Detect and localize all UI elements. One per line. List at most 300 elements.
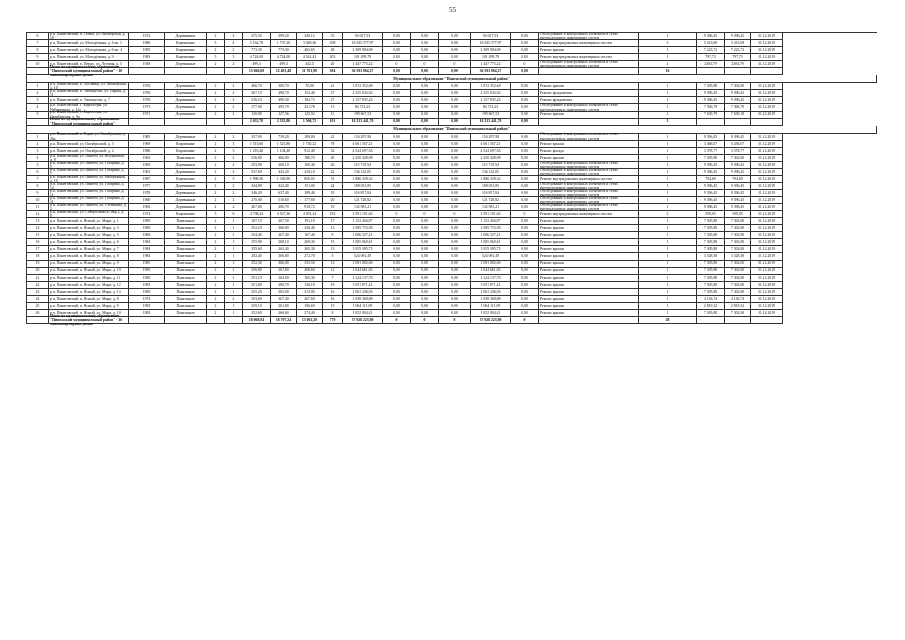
table-cell: 1963 — [129, 204, 165, 211]
table-cell: 2 — [207, 134, 225, 141]
table-cell: 127,56 — [271, 112, 297, 119]
table-cell: 2 309 984,08 — [343, 47, 383, 54]
table-cell: 2304,79 — [725, 61, 751, 68]
table-cell: 1 052 004,41 — [343, 310, 383, 317]
table-cell: 1986 — [129, 148, 165, 155]
table-cell: 189,00 — [297, 134, 323, 141]
table-cell — [225, 317, 243, 324]
table-cell: 272,70 — [297, 253, 323, 260]
table-cell: 340,12 — [297, 33, 323, 40]
table-cell: 12 491,48 — [271, 68, 297, 75]
table-cell: Ремонт внутридомовых инженерных систем — [539, 211, 639, 218]
table-cell: 0,00 — [411, 54, 439, 61]
table-cell: 0,00 — [511, 83, 539, 90]
table-cell: 2 — [207, 268, 225, 275]
table-cell: 267,40 — [271, 232, 297, 239]
table-cell: Ремонт крыши — [539, 155, 639, 162]
table-cell: 0,00 — [511, 253, 539, 260]
table-cell — [697, 119, 725, 126]
table-cell: 354,40 — [243, 232, 271, 239]
table-cell: 2 — [225, 162, 243, 169]
table-cell: 2 819,32 — [697, 303, 725, 310]
table-cell: Ремонт крыши — [539, 282, 639, 289]
table-cell: 2 — [207, 155, 225, 162]
table-cell: 31.12.2019 — [751, 289, 783, 296]
table-cell: 0,00 — [411, 232, 439, 239]
table-cell: 7 305,88 — [697, 239, 725, 246]
table-cell: Панельные — [165, 155, 207, 162]
table-cell: 797,73 — [697, 54, 725, 61]
table-cell: 0,00 — [511, 155, 539, 162]
table-cell: 475,50 — [243, 33, 271, 40]
table-cell: Ремонт крыши — [539, 112, 639, 119]
table-cell: 0 — [411, 211, 439, 218]
table-cell: 0,00 — [439, 289, 471, 296]
table-cell: Ремонт крыши — [539, 296, 639, 303]
table-cell: 0,00 — [439, 261, 471, 268]
table-cell: 2 — [207, 104, 225, 111]
table-cell: 0,00 — [383, 33, 411, 40]
table-cell: Ремонт крыши — [539, 218, 639, 225]
table-row — [27, 211, 877, 218]
table-cell: 196,60 — [297, 303, 323, 310]
table-cell: Кирпичные — [165, 40, 207, 47]
table-cell: 16 313 441,70 — [471, 119, 511, 126]
table-cell: 1 — [225, 232, 243, 239]
table-cell: 1 — [639, 183, 697, 190]
table-cell: Обследование в контрольных элементов и сетях внутридомовых инженерных систем — [539, 104, 639, 111]
table-cell: 9 396,45 — [725, 183, 751, 190]
table-cell: 1 — [225, 282, 243, 289]
table-cell: 1 — [225, 225, 243, 232]
table-cell: 31.12.2019 — [751, 246, 783, 253]
table-cell: 48 — [323, 47, 343, 54]
table-cell: Панельные — [165, 303, 207, 310]
section-title: Муниципальное образование "Пинежский муниципальный район" — [27, 126, 877, 134]
table-cell: 4 524 697,56 — [471, 148, 511, 155]
table-cell: 108 031,85 — [343, 183, 383, 190]
table-cell: 7 306,79 — [725, 104, 751, 111]
table-cell: 7 302,00 — [725, 239, 751, 246]
table-cell: 367,40 — [271, 296, 297, 303]
table-cell: р.п. Пинеговский, ул. Пинеги, ул. Гагарина, д. 11 — [49, 197, 129, 204]
table-row — [27, 169, 877, 176]
table-cell: 0,00 — [511, 112, 539, 119]
table-cell: 0,00 — [511, 204, 539, 211]
table-cell: 13 — [27, 218, 49, 225]
table-cell: 0,00 — [383, 83, 411, 90]
table-cell: 1 — [639, 282, 697, 289]
table-cell: 2 157 835,24 — [471, 97, 511, 104]
table-cell — [697, 68, 725, 75]
table-cell: 0 — [383, 61, 411, 68]
table-row — [27, 148, 877, 155]
table-cell: 2 — [207, 218, 225, 225]
table-cell: 1 — [639, 261, 697, 268]
table-cell: 1 061 236,94 — [343, 289, 383, 296]
table-cell: Ремонт фасада — [539, 148, 639, 155]
table-cell: 0,00 — [383, 104, 411, 111]
table-cell: 43,178 — [297, 104, 323, 111]
table-cell: 0,00 — [411, 112, 439, 119]
table-cell: р.п. Пинеговский, с. Карпогоры, ул. Октябрьская, д. 9а — [49, 112, 129, 119]
table-cell: 490,30 — [271, 97, 297, 104]
table-cell: 1 006 527,21 — [471, 232, 511, 239]
table-cell: Ремонт крыши — [539, 253, 639, 260]
table-cell: 377,00 — [243, 104, 271, 111]
table-cell: Обследование в контрольных элементов и сетях внутридомовых инженерных систем — [539, 169, 639, 176]
table-cell: 22 — [323, 134, 343, 141]
table-cell: 1985 — [129, 225, 165, 232]
table-cell: 410,10 — [297, 169, 323, 176]
table-cell: Панельные — [165, 268, 207, 275]
table-cell: 0,00 — [411, 204, 439, 211]
table-cell: 8 — [323, 232, 343, 239]
table-row — [27, 303, 877, 310]
table-cell: 1976 — [129, 90, 165, 97]
table-cell: р.п. Пинеговский, ул. Молодёжная, д. 4 кв. 1 — [49, 40, 129, 47]
table-row — [27, 33, 877, 40]
table-cell: 16 945 577,97 — [343, 40, 383, 47]
table-cell: 7 302,00 — [725, 83, 751, 90]
table-cell: 0,00 — [411, 141, 439, 148]
table-cell: 912,40 — [297, 148, 323, 155]
table-cell: р.п. Пинеговский, п. Горка, ул. Октябрьская, д. 26а — [49, 134, 129, 141]
table-cell: р.п. Пинеговский, ул. Октябрьской, д. 5 — [49, 141, 129, 148]
table-cell: 4 527,36 — [271, 211, 297, 218]
table-cell: 18 — [27, 253, 49, 260]
table-cell: Ремонт крыши — [539, 225, 639, 232]
table-cell: Панельные — [165, 246, 207, 253]
table-cell: 0,00 — [383, 148, 411, 155]
table-cell: 31.12.2019 — [751, 225, 783, 232]
table-cell: Панельные — [165, 261, 207, 268]
table-cell: р.п. Пинеговский, п. Ясный, ул. Мира, д. 9 — [49, 303, 129, 310]
table-cell: 0,00 — [411, 162, 439, 169]
table-cell: 1 — [225, 246, 243, 253]
table-cell: 2 — [225, 134, 243, 141]
table-cell: 182,72 — [297, 97, 323, 104]
table-cell: 4 136,74 — [697, 296, 725, 303]
table-cell: 0,00 — [411, 97, 439, 104]
table-cell: 599,05 — [725, 211, 751, 218]
table-cell: Деревянные — [165, 134, 207, 141]
table-cell: 1976 — [129, 83, 165, 90]
table-cell: 0,00 — [383, 268, 411, 275]
table-cell: 7 305,88 — [697, 282, 725, 289]
table-cell: Панельные — [165, 218, 207, 225]
table-row — [27, 239, 877, 246]
table-cell: 1 — [639, 268, 697, 275]
table-cell: Ремонт крыши — [539, 268, 639, 275]
table-cell: 136 123,05 — [343, 169, 383, 176]
table-cell: 12 — [27, 211, 49, 218]
table-cell: 2 — [207, 253, 225, 260]
table-cell: р.п. Пинеговский, ул. Пинеги, ул. Набережная, д. 19 — [49, 176, 129, 183]
table-cell: 0,00 — [439, 119, 471, 126]
table-cell: 0,00 — [383, 119, 411, 126]
table-cell: 2 — [639, 61, 697, 68]
table-cell: 17 — [27, 246, 49, 253]
table-cell: 7 305,88 — [697, 155, 725, 162]
table-cell: 443,20 — [271, 169, 297, 176]
table-cell — [27, 68, 49, 75]
table-cell: 24 — [27, 296, 49, 303]
table-cell: Деревянные — [165, 190, 207, 197]
table-cell: 366,00 — [271, 225, 297, 232]
table-cell: р.п. Пинеговский, п. Ясный, ул. Мира, д. 3 — [49, 225, 129, 232]
table-cell: 352,30 — [243, 261, 271, 268]
table-cell: р.п. Пинеговский, п. Осина, ул. Пионерская, д. 10 — [49, 33, 129, 40]
table-cell: 202,40 — [243, 253, 271, 260]
table-cell: 0,00 — [411, 40, 439, 47]
table-cell: 0,00 — [511, 97, 539, 104]
table-cell: 1 886 339,32 — [471, 176, 511, 183]
table-cell: 199 667,53 — [343, 112, 383, 119]
table-cell: Кирпичные — [165, 176, 207, 183]
table-cell: 0,00 — [411, 183, 439, 190]
table-cell: 1 044 661,82 — [343, 268, 383, 275]
table-cell: 0,00 — [411, 119, 439, 126]
table-cell: 1 — [639, 47, 697, 54]
table-cell: 2 157 835,24 — [343, 97, 383, 104]
table-cell: 35 — [323, 33, 343, 40]
table-cell: 1 — [225, 303, 243, 310]
table-cell — [207, 119, 225, 126]
table-cell: 2 — [207, 303, 225, 310]
table-cell: 0,00 — [411, 253, 439, 260]
table-cell: 1 — [225, 253, 243, 260]
table-cell: 2 — [207, 232, 225, 239]
table-cell: 1 — [225, 275, 243, 282]
table-cell: 1 052 004,41 — [471, 310, 511, 317]
table-cell: 524 081,49 — [343, 253, 383, 260]
table-cell: 108 — [323, 40, 343, 47]
table-cell: 0,00 — [511, 268, 539, 275]
table-cell: 1 — [225, 239, 243, 246]
table-cell: Ремонт внутридомовых инженерных систем — [539, 176, 639, 183]
table-cell: 267,60 — [271, 268, 297, 275]
table-cell: 499,3 — [271, 61, 297, 68]
table-cell: 1 — [639, 134, 697, 141]
table-cell: 31.12.2019 — [751, 47, 783, 54]
table-cell: 2 — [207, 112, 225, 119]
table-cell: 918,72 — [297, 204, 323, 211]
table-cell: 1 124 137,70 — [471, 275, 511, 282]
table-cell: 31.12.2019 — [751, 155, 783, 162]
table-cell: 536,10 — [243, 97, 271, 104]
table-cell: 1 064 111,09 — [471, 303, 511, 310]
table-cell: 346,20 — [243, 190, 271, 197]
table-cell: 0,00 — [439, 169, 471, 176]
table-cell: 21 — [27, 275, 49, 282]
table-cell: 0,00 — [383, 134, 411, 141]
table-cell: 7 223,72 — [725, 47, 751, 54]
table-cell: 12 — [323, 268, 343, 275]
table-cell: 31.12.2019 — [751, 204, 783, 211]
table-cell: 9 396,45 — [697, 97, 725, 104]
table-cell: р.п. Пинеговский, ул. Молодёжная, д. 6 кв. 4 — [49, 47, 129, 54]
table-cell: р.п. Пинеговский, ул. Пинеги, ул. Гагарина, д. 7 — [49, 169, 129, 176]
table-cell: 0,00 — [383, 253, 411, 260]
table-cell: 0,00 — [383, 68, 411, 75]
table-cell: 0,00 — [411, 68, 439, 75]
table-cell: 167,40 — [297, 232, 323, 239]
table-cell: 0,00 — [439, 282, 471, 289]
table-cell: р.п. Пинеговский, п. Пердо, ул. Луговая, д. 5 — [49, 61, 129, 68]
table-cell: 78 — [323, 141, 343, 148]
table-row — [27, 90, 877, 97]
table-cell: 1 — [27, 83, 49, 90]
table-row — [27, 282, 877, 289]
table-cell: 0,00 — [511, 261, 539, 268]
table-cell: 36 593 864,27 — [471, 68, 511, 75]
table-cell: 31.12.2019 — [751, 169, 783, 176]
table-cell: 2 — [207, 141, 225, 148]
table-cell: 4 — [27, 155, 49, 162]
table-cell: Деревянные — [165, 33, 207, 40]
table-cell: 739,20 — [271, 134, 297, 141]
table-cell: 0 — [383, 211, 411, 218]
table-cell: 1985 — [129, 289, 165, 296]
table-cell: 3 — [225, 141, 243, 148]
table-cell: 466,00 — [271, 155, 297, 162]
table-cell — [165, 68, 207, 75]
table-cell: 0,00 — [439, 141, 471, 148]
table-cell: 0,00 — [511, 197, 539, 204]
table-cell: 9 396,45 — [725, 90, 751, 97]
table-row — [27, 155, 877, 162]
table-cell: 0,00 — [511, 296, 539, 303]
table-cell: 0,00 — [383, 54, 411, 61]
table-cell: Деревянные — [165, 204, 207, 211]
table-cell: 84 731,23 — [343, 104, 383, 111]
table-cell: 1973 — [129, 104, 165, 111]
table-cell: 10 — [27, 61, 49, 68]
table-cell: 31.12.2019 — [751, 296, 783, 303]
table-cell: 31.12.2019 — [751, 183, 783, 190]
table-cell: 7 305,88 — [697, 218, 725, 225]
table-cell: 2 533,80 — [271, 119, 297, 126]
table-cell: 27 — [323, 90, 343, 97]
table-cell: 3 468,07 — [697, 141, 725, 148]
table-cell: 0,00 — [439, 225, 471, 232]
table-cell: 4 724,00 — [271, 54, 297, 61]
table-cell: 9 396,45 — [697, 33, 725, 40]
table-cell — [27, 119, 49, 126]
table-cell: 9 396,45 — [725, 162, 751, 169]
table-cell: 1 515,60 — [243, 141, 271, 148]
table-cell: 1 — [225, 268, 243, 275]
table-cell: 1 998,50 — [243, 176, 271, 183]
table-cell: 125,92 — [297, 112, 323, 119]
table-cell: 0,00 — [511, 162, 539, 169]
table-cell: Обследование в контрольных элементов и сетях внутридомовых инженерных систем — [539, 134, 639, 141]
table-cell: Деревянные — [165, 97, 207, 104]
table-cell: 1985 — [129, 275, 165, 282]
table-cell: 1 — [639, 303, 697, 310]
table-cell: 1 044 661,82 — [471, 268, 511, 275]
table-cell: Кирпичные — [165, 54, 207, 61]
table-row — [27, 47, 877, 54]
table-cell: 0,00 — [511, 232, 539, 239]
table-cell: 0,00 — [439, 218, 471, 225]
table-cell: 2 — [207, 204, 225, 211]
table-cell: 0,00 — [383, 190, 411, 197]
table-cell: 300,70 — [271, 83, 297, 90]
table-cell: 15 — [27, 232, 49, 239]
table-cell: 4 724,00 — [243, 54, 271, 61]
table-cell: 121 720,82 — [471, 197, 511, 204]
table-cell: 0,00 — [511, 218, 539, 225]
table-cell: 31.12.2019 — [751, 253, 783, 260]
table-cell: 9 396,45 — [725, 134, 751, 141]
table-cell: 0,00 — [383, 246, 411, 253]
table-cell: 1972 — [129, 33, 165, 40]
table-cell: 31.12.2019 — [751, 104, 783, 111]
table-cell: р.п. Пинеговский, ул. Пинеги, ул. Ягодинская, д. 9 — [49, 155, 129, 162]
table-cell: 4 136,74 — [725, 296, 751, 303]
table-cell: 136 123,05 — [471, 169, 511, 176]
table-cell: 31.12.2019 — [751, 261, 783, 268]
table-cell: 2 — [207, 225, 225, 232]
table-cell: 189,40 — [297, 190, 323, 197]
table-cell: 22 — [323, 169, 343, 176]
table-cell: 0,00 — [383, 169, 411, 176]
table-cell: 70,00 — [297, 83, 323, 90]
table-cell: 1986 — [129, 40, 165, 47]
table-cell: 31.12.2019 — [751, 282, 783, 289]
table-cell: 9 396,45 — [697, 162, 725, 169]
table-cell: Деревянные — [165, 162, 207, 169]
table-cell: р.п. Пинеговский, п. Ясный, ул. Мира, д. 10 — [49, 268, 129, 275]
table-cell: 504 — [323, 68, 343, 75]
table-cell: Ремонт внутридомовых инженерных систем — [539, 54, 639, 61]
table-cell: 1 — [639, 190, 697, 197]
table-cell: 1969 — [129, 141, 165, 148]
table-cell: 268,60 — [297, 268, 323, 275]
table-cell: Панельные — [165, 310, 207, 317]
table-cell: 7 302,00 — [725, 246, 751, 253]
table-cell: Панельные — [165, 289, 207, 296]
table-cell: 0,00 — [511, 225, 539, 232]
table-cell: 0 — [411, 61, 439, 68]
table-cell: 2 — [225, 47, 243, 54]
table-cell: 6 — [27, 33, 49, 40]
table-cell: 3 378,77 — [725, 148, 751, 155]
table-cell: Деревянные — [165, 112, 207, 119]
table-cell: 5 — [323, 253, 343, 260]
table-cell: 1 523,80 — [271, 141, 297, 148]
table-cell: 31.12.2019 — [751, 112, 783, 119]
table-cell: 0,00 — [383, 296, 411, 303]
table-cell: 0,00 — [411, 176, 439, 183]
table-cell: 108 031,85 — [471, 183, 511, 190]
table-cell: Ремонт крыши — [539, 232, 639, 239]
table-cell: 2 — [207, 289, 225, 296]
table-cell: 0,00 — [511, 282, 539, 289]
table-cell: 1 447 775,22 — [343, 61, 383, 68]
table-cell: Ремонт крыши — [539, 47, 639, 54]
table-cell: 0,00 — [511, 54, 539, 61]
table-cell: 1 055 395,73 — [471, 246, 511, 253]
table-cell: 2 — [225, 112, 243, 119]
table-cell: 0,00 — [511, 47, 539, 54]
table-cell: 0,00 — [511, 90, 539, 97]
table-cell: 2 — [207, 176, 225, 183]
table-cell: Обследование в контрольных элементов и сетях внутридомовых инженерных систем — [539, 33, 639, 40]
table-cell: 0,00 — [511, 148, 539, 155]
